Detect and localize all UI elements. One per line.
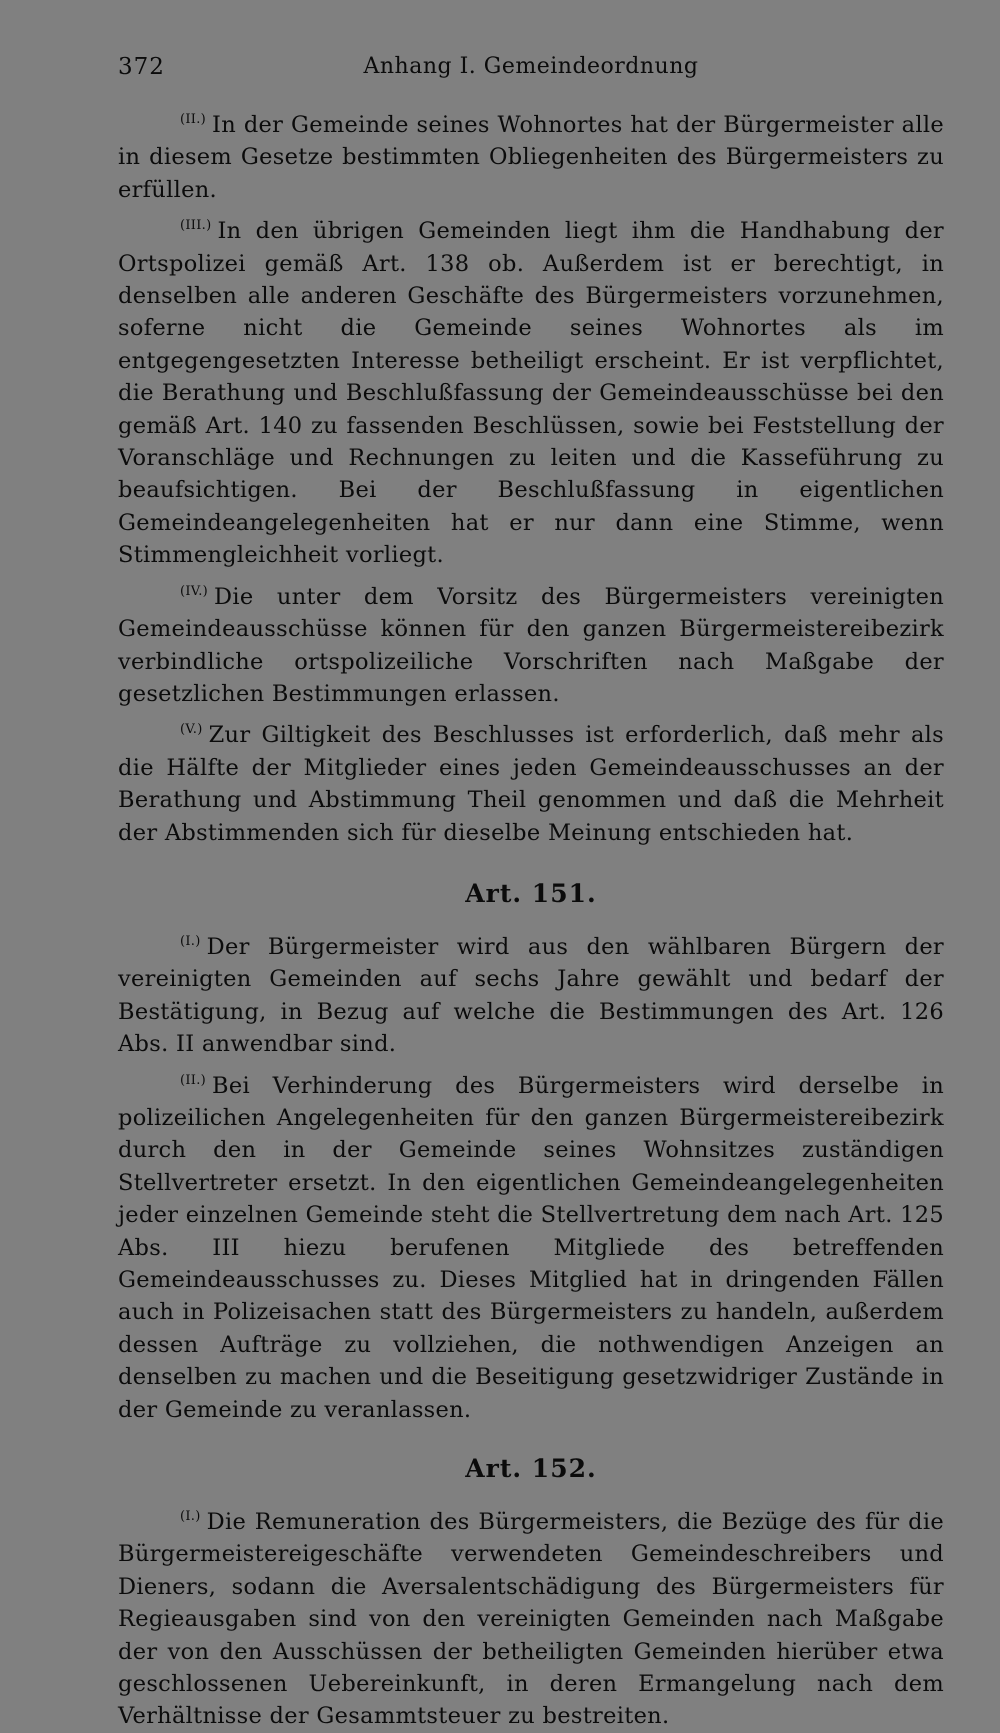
paragraph-number: (IV.)	[180, 583, 209, 599]
paragraph	[118, 1501, 944, 1733]
paragraph	[118, 104, 944, 206]
paragraph-text: Der Bürgermeister wird aus den wählbaren Bürgern der vereinigten Gemeinden auf sechs Jahre gewählt und bedarf der Bestätigung, in Bezug auf welche die Bestimmungen des Art. 126 Abs. II anwendbar sind.	[118, 933, 944, 1058]
paragraph	[118, 576, 944, 711]
paragraph	[118, 926, 944, 1061]
page-number: 372	[118, 54, 165, 80]
paragraph-number: (I.)	[180, 1509, 201, 1525]
paragraph	[118, 1065, 944, 1426]
running-header	[118, 44, 944, 90]
article-heading-151: Art. 151.	[465, 878, 597, 908]
paragraph-text: In den übrigen Gemeinden liegt ihm die Handhabung der Ortspolizei gemäß Art. 138 ob. Außerdem ist er berechtigt, in denselben alle anderen Geschäfte des Bürgermeisters vorzunehmen, soferne nicht die Gemeinde seines Wohnortes als im entgegengesetzten Interesse betheiligt erscheint. Er ist verpflichtet, die Berathung und Beschlußfassung der Gemeindeausschüsse bei den gemäß Art. 140 zu fassenden Beschlüssen, sowie bei Feststellung der Voranschläge und Rechnungen zu leiten und die Kasseführung zu beaufsichtigen. Bei der Beschlußfassung in eigentlichen Gemeindeangelegenheiten hat er nur dann eine Stimme, wenn Stimmengleichheit vorliegt.	[118, 218, 944, 569]
running-title: Anhang I. Gemeindeordnung	[363, 54, 699, 79]
paragraph-text: Die unter dem Vorsitz des Bürgermeisters vereinigten Gemeindeausschüsse können für den ganzen Bürgermeistereibezirk verbindliche ortspolizeiliche Vorschriften nach Maßgabe der gesetzlichen Bestimmungen erlassen.	[118, 583, 944, 707]
paragraph	[118, 714, 944, 849]
paragraph-number: (I.)	[180, 933, 201, 949]
paragraph-text: Bei Verhinderung des Bürgermeisters wird derselbe in polizeilichen Angelegenheiten für den ganzen Bürgermeistereibezirk durch den in der Gemeinde seines Wohnsitzes zuständigen Stellvertreter ersetzt. In den eigentlichen Gemeindeangelegenheiten jeder einzelnen Gemeinde steht die Stellvertretung dem nach Art. 125 Abs. III hiezu berufenen Mitgliede des betreffenden Gemeindeausschusses zu. Dieses Mitglied hat in dringenden Fällen auch in Polizeisachen statt des Bürgermeisters zu handeln, außerdem dessen Aufträge zu vollziehen, die nothwendigen Anzeigen an denselben zu machen und die Beseitigung gesetzwidriger Zustände in der Gemeinde zu veranlassen.	[118, 1072, 944, 1423]
paragraph-number: (III.)	[180, 218, 212, 234]
paragraph-number: (II.)	[180, 112, 207, 127]
paragraph-number: (V.)	[180, 722, 203, 738]
paragraph-text: In der Gemeinde seines Wohnortes hat der Bürgermeister alle in diesem Gesetze bestimmten Obliegenheiten des Bürgermeisters zu erfüllen.	[118, 112, 944, 203]
paragraph-text: Die Remuneration des Bürgermeisters, die Bezüge des für die Bürgermeistereigeschäfte verwendeten Gemeindeschreibers und Dieners, sodann die Aversalentschädigung des Bürgermeisters für Regieausgaben sind von den vereinigten Gemeinden nach Maßgabe der von den Ausschüssen der betheiligten Gemeinden hierüber etwa geschlossenen Uebereinkunft, in deren Ermangelung nach dem Verhältnisse der Gesammtsteuer zu bestreiten.	[118, 1509, 944, 1730]
paragraph	[118, 210, 944, 571]
document-page	[118, 44, 944, 1733]
article-heading-152: Art. 152.	[465, 1454, 597, 1484]
paragraph-number: (II.)	[180, 1072, 207, 1088]
paragraph-text: Zur Giltigkeit des Beschlusses ist erforderlich, daß mehr als die Hälfte der Mitglieder eines jeden Gemeindeausschusses an der Berathung und Abstimmung Theil genommen und daß die Mehrheit der Abstimmenden sich für dieselbe Meinung entschieden hat.	[118, 722, 944, 846]
